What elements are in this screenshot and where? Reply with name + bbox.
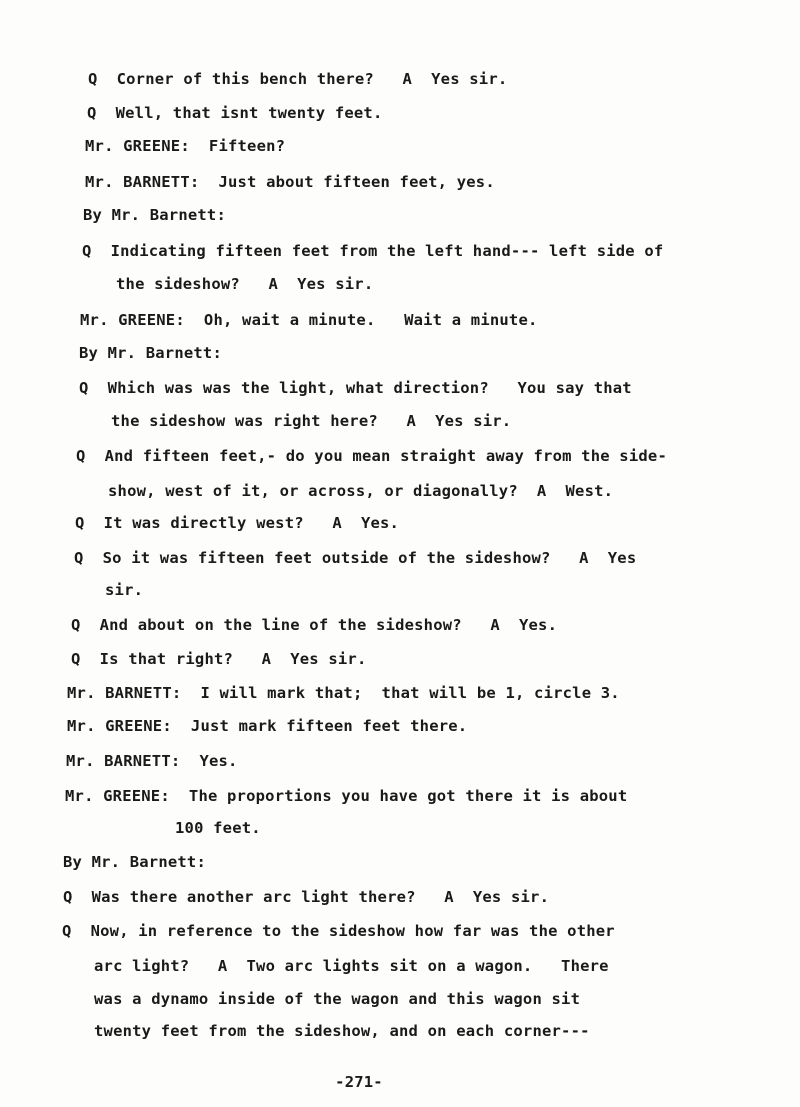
transcript-line: the sideshow was right here? A Yes sir. [111, 412, 512, 430]
page-number: -271- [335, 1073, 383, 1091]
transcript-line: the sideshow? A Yes sir. [116, 275, 374, 293]
transcript-line: Q Indicating fifteen feet from the left hand--- left side of [82, 242, 664, 260]
transcript-line: Q And about on the line of the sideshow? A Yes. [71, 616, 558, 634]
transcript-line: show, west of it, or across, or diagonally? A West. [108, 482, 614, 500]
transcript-line: Mr. BARNETT: I will mark that; that will be 1, circle 3. [67, 684, 620, 702]
transcript-line: Mr. GREENE: The proportions you have got there it is about [65, 787, 628, 805]
transcript-line: Mr. GREENE: Just mark fifteen feet there. [67, 717, 468, 735]
transcript-line: Mr. GREENE: Fifteen? [85, 137, 286, 155]
transcript-line: Q It was directly west? A Yes. [75, 514, 400, 532]
transcript-line: Mr. GREENE: Oh, wait a minute. Wait a minute. [80, 311, 538, 329]
transcript-line: Q Corner of this bench there? A Yes sir. [88, 70, 508, 88]
transcript-line: Q Well, that isnt twenty feet. [87, 104, 383, 122]
transcript-line: Q So it was fifteen feet outside of the sideshow? A Yes [74, 549, 637, 567]
transcript-line: By Mr. Barnett: [79, 344, 222, 362]
transcript-line: sir. [105, 581, 144, 599]
transcript-line: By Mr. Barnett: [83, 206, 226, 224]
transcript-line: Q Which was was the light, what direction? You say that [79, 379, 632, 397]
transcript-line: By Mr. Barnett: [63, 853, 206, 871]
transcript-line: Q Was there another arc light there? A Yes sir. [63, 888, 550, 906]
transcript-line: 100 feet. [175, 819, 261, 837]
transcript-line: Mr. BARNETT: Yes. [66, 752, 238, 770]
transcript-line: Q Now, in reference to the sideshow how far was the other [62, 922, 615, 940]
transcript-line: was a dynamo inside of the wagon and this wagon sit [94, 990, 581, 1008]
transcript-line: Mr. BARNETT: Just about fifteen feet, yes. [85, 173, 495, 191]
transcript-line: arc light? A Two arc lights sit on a wagon. There [94, 957, 609, 975]
transcript-line: Q And fifteen feet,- do you mean straight away from the side- [76, 447, 667, 465]
transcript-line: twenty feet from the sideshow, and on each corner--- [94, 1022, 590, 1040]
transcript-line: Q Is that right? A Yes sir. [71, 650, 367, 668]
